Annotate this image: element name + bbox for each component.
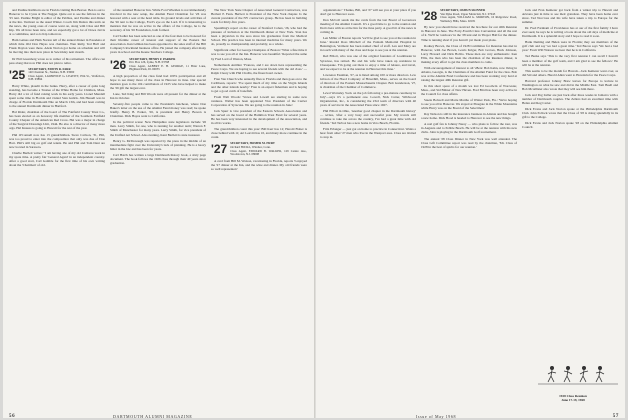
issue-date: Issue of May 1968 xyxy=(416,414,457,419)
news-paragraph: Red Elliott, who was one of the original founders of Loadmaster in Syracuse, has retired. He and his wife have taken up residence in Chesapeake. 'I'm going out there to enjoy a time of leisure, and travel, and we expect to be at the reunion in Hanover this June.' xyxy=(320,54,416,71)
news-paragraph: A real golf fan is Johnny Narey — who plans to follow the tour, was in Augusta and to Pebble Beach. He will be at the reunion with his new clubs. John is playing in the Dartmouth Golf tournament. xyxy=(421,122,517,135)
news-paragraph: Jack and Peg Zeller are just back after three weeks in Jamaica with a number of Dartmouth couples. The Zellers had an excellent time with Helen and Reg Carter. xyxy=(522,92,618,105)
class-year: '27 xyxy=(211,142,228,157)
news-paragraph: Steele Bolwell and Marie Martha of Winter Park, Fla.: 'We're hoping to see you all in Hanover. We stayed at Pinegate in the White Mountains while Harry was on the Board of the Selectmen.' xyxy=(421,98,517,111)
class-section-header xyxy=(421,9,517,23)
news-paragraph: Ted Burke says 'This is the very first reunion I can recall I haven't been a member of the golf team, and I am glad to see the fellows.' He will be at the reunion. xyxy=(522,54,618,67)
class-agent: Class Agent, WILLIAM G. MORTON, 16 Ridgeview Road, Wellesley Hills, Mass. 02181 xyxy=(440,15,517,23)
right-column-1 xyxy=(320,6,416,400)
news-paragraph: Ham Gaines and Ham Norton tell of the annual dinner in Pasadena at which time Old Don Hayes was chairman. Wen Reily, Ted Hull and Frank Dayton were there. Adele Norton got home on schedule and will be moving into their new place in Sewickley next month. xyxy=(9,38,105,55)
news-paragraph: Spaulding's report on the career of Stanford Cohen, '26, who had the pleasure of inclusion at the Dartmouth dinner at New York. Stan has been a physician in the area since his graduation from the Medical School. His practice has been in internal medicine for many years. We do, proudly so championship and probably, as a whole. xyxy=(211,26,307,47)
class-section-header xyxy=(9,68,105,82)
class-agent: Class Agent, LAWRENCE G. LEAVITT, Elm St., Wolfeboro, N.H. 03894 xyxy=(28,73,105,82)
news-paragraph: Harvard professor Johnny Brew leaves for Europe to lecture in Washington on what he saw and did in the Middle East. Tom Buell and Bob McAllister also wrote that they will see him there. xyxy=(522,78,618,91)
news-paragraph: A card from Bill M. Watson, vacationing in Florida, reports 'I enjoyed the '27 dinner at the Inn, and the wine and dinner. My old friends were so well represented.' xyxy=(211,158,307,171)
news-paragraph: Dr. Fred Farnham of Providence has at our of the first family I have ever seen; he says he is writing a book about the old days of medicine at Dartmouth. It is a splendid story and I hope to read it soon. xyxy=(522,26,618,39)
news-paragraph: Lane, Ted King and Bill Woods were all present for the dinner at the Inn in October. xyxy=(110,92,206,101)
news-paragraph: In the political scene: New Hampshire state legislators include '26 men. Larry Smith, for one, who is running for another term; Warren F. Smith of Manchester for many years. Larry Smith, for vice president of the Unified Art School. Also running, Kent Bartlett is state treasurer. xyxy=(110,120,206,137)
news-paragraph: Fritz Erlanger — just got on home to practice in Connecticut. Wants a hear from other '27 men who live in the Westport area. Class are invited to stop in. xyxy=(320,127,416,140)
news-paragraph: Dick Evans and Jack Norton spoke at the Philadelphia Dartmouth Club. John Pollock wrote that the Class of '28 is doing splendidly in its gift to the College. xyxy=(522,106,618,120)
news-paragraph: Lewd Wornsley 'back on the job following a pre-mature ceremony in July'—says it's a permanent one. Lowell, Nick Carter, Wildwood Organization, Inc., is considering the 23rd team of directors with 40 years of service in the Associated Press since 1927. xyxy=(320,90,416,107)
news-paragraph: organizations." Thanks, Bill, and '27 will see you at your place if you don't get to Hanover soon. xyxy=(320,8,416,17)
magazine-spread xyxy=(3,2,625,418)
reunion-caption xyxy=(538,394,608,402)
secretary-address: P.O. Box 126, Lyme, N.H. 03768 xyxy=(129,60,170,65)
secretary-address: 140 Chestnut St., Nashua, N.H. 03060 xyxy=(28,70,75,75)
news-paragraph: Henry G. McDonough was reported by the press in the middle of an intermediate fight over the University's lack of planning. He is a heavy hitter in the law and has been for years. xyxy=(110,138,206,151)
right-column-3 xyxy=(522,6,618,356)
news-paragraph: Ray Nelson is still in the insurance business in Atlanta and has bought a new home. Dick Hood is headed to Hanover to see the new things. xyxy=(421,112,517,121)
news-paragraph: of the renamed Hanover Inn. While Ford Whelden is not immediately involved in the new setup, the Alumni Fund Chairman for '26 was honored with a seat at the head table. Its ground levels and activities of the '26 tent to the College, Ford's eye on the Lord. If it is interesting to mention that he was an active in the affairs of the College, he is the secretary of his '26 Foundation, both formed. xyxy=(110,8,206,33)
news-paragraph: Phil Elliott in Ohio, 'Another good chapter in the Dartmouth history' — writes, 'after a very busy and successful year. My travels still continue to take me across the country, I've had a great time with old friends.' Ted Tarbox has a new home in Vero Beach, Florida. xyxy=(320,109,416,126)
news-paragraph: The annual '28 Class Dinner in New York was well attended. The Class Gift Committee report was read by the chairman, 'Mr. Class of 1928 in the best of spirits for our reunion.' xyxy=(421,136,517,149)
news-paragraph: Dick Evans and Jack Norton spoke '28 on the Philadelphia Alumni Council. xyxy=(522,121,618,130)
class-secretary: SECRETARY, HOMER M. HURT xyxy=(230,142,275,146)
news-paragraph: Phil O'Connell now has 13 grandchildren. Steve Carlson, '31, Phil, was too proud to enter into the composition that only was due of Don Hart. Phil's still big on golf and tennis. He and Phil and Tom Dent are now located in Sarasota. xyxy=(9,132,105,149)
class-secretary: SECRETARY, OSMUN SKINNER xyxy=(440,9,486,12)
news-paragraph: Charlie Bartlett writes: "I am having one of my old Camaros work in my spare time. A pretty fair 'General Agent' in an independent country. After a good start, Carl Gamble for the first time of his own writing about the 'Chairman' of old. xyxy=(9,150,105,167)
news-paragraph: Jack and Fran Kemerer got back from a winter trip to Hawaii and Arizona just in time to see their grandson. They have been home ever since. Ted Norcross and his wife have taken a trip to Europe for the summer. xyxy=(522,8,618,25)
news-paragraph: and Pauline Rathborn are in Florida visiting Ben Beaver. Ben is out to Hanover to be Cyrus at The Nugget. Quite out to see the fellows in the '25 tent. Pauline Bright is editor of the Pebbles, and Pauline and dinner at the Inn. Vermont as the usual Winter. Coach Jim Dutton this term on the news, the young ones of course went on, along with Chas and Bill Kip. We all have been nice, and we especially got a lot of Dowe Jarvis at a committee, and so is Kip tomorrow. xyxy=(9,8,105,37)
news-paragraph: Fran Van Church who annually flies to Florida and then goes on to the Caribbean, reports: 'I've spent much of my time on the Virgin Islands and the other islands nearby.' Fran is an expert fisherman and is hoping to get a good catch of bonefish. xyxy=(211,76,307,93)
right-column-2 xyxy=(421,6,517,400)
news-paragraph: Carl Sadler has been selected as one of the four men to be honored for their lifetime career of interest and support of the Eastern Ski Association. Ken Gilman has been appointed to the sales staff of the Hill Company's Rockland business office. He joined the company after many years in school and the Keene Teachers College. xyxy=(110,34,206,55)
left-column-2 xyxy=(110,6,206,400)
skiers-illustration xyxy=(538,362,618,390)
news-paragraph: Harry White, plaudit in the banks. Harry, after a career of quite long standing, has become a Trustee of the White Home for Children, Mass. Harry did a lot of fund raising work in his early years. Lionel Mandell spent some time in Florida and visited Stan Gulick. Jim Hassell was in charge of Florida Dartmouth Nite on March 13th, and had been coming to the annual Dartmouth dinner in Hartford. xyxy=(9,83,105,109)
news-paragraph: From Walt Woods: 'Stowe and Lowell are starting in some new ventures. Walter has been appointed Vice President of the Carrier Corporation of Syracuse. We are going to the reunion in June.' xyxy=(211,94,307,107)
news-paragraph: A high proportion of the class fund had 100% participation and all hope to see many more of the class in Hanover in June. Our special mention goes to the 104 contributors of 1925 who have helped to make the '26 gift the largest ever. xyxy=(110,73,206,91)
class-section-header xyxy=(110,58,206,72)
news-paragraph: Rodney Brown, the Class of 1928 Committee for Reunion has met in Hanover, with Joe Brown, Lewis Kriger, Bob Groves, Huck Johnson, Larry Howard and Dick Hobbs. These men are very enthusiastic. Ken Ellis, the man who has been the chairman of the Reunion dinner, is making every effort to get the class members to come. xyxy=(421,43,517,64)
class-year: '25 xyxy=(9,67,26,82)
class-agent: Class Agent, EDWARD B. WALKER, 129 Centre Ave., Woodstown, N.J. 08098 xyxy=(230,148,307,157)
news-paragraph: Don McColl sends me the cards from the last Board of Governors meeting of the Alumni Council. It's a good time to go to the reunion and Don's here with us at the Inn for the June party. A good bit of the news is coming in. xyxy=(320,18,416,35)
left-column-3 xyxy=(211,6,307,400)
news-paragraph: Dr Phil Greenberg wrote as to rumor of his retirement. The office can pass along that now Phil does not plan to retire. xyxy=(9,56,105,65)
class-year: '26 xyxy=(110,57,127,72)
news-paragraph: By now you should have received the brochure for our 40th Reunion in Hanover in June. The Forty-Fourth Class Convention and all the rest of it. We'll be 'outdoors' in the '28 tent and in Thayer Hall for the dinner. Time is running short if you haven't yet made your plans. xyxy=(421,25,517,42)
secretary-address: Orchard Hill Rd., Windsor, Conn. xyxy=(230,144,271,149)
reunion-title: 1928 Class Reunion xyxy=(559,394,587,398)
news-paragraph: The New York State Chapter of Associated General Contractors, was Herbert P. Fenn. Herbert is President of the New York chapter. Is the current president of the NY contractors group. He has been in building roads for thirty-five years. xyxy=(211,8,307,25)
news-paragraph: Seventy-five people came to the President's luncheon, where Don Baker's letter on the use of the Alumni Fund money was read; he spoke briefly. Henry B. Parker, '26, is president and Henry Bowen is Chairman. Dick Hayes went to California. xyxy=(110,102,206,119)
news-paragraph: Carl Hatch has written a large Dartmouth history book, a sixty page document. The book follows the 1926 class through their 40 years since graduation. xyxy=(110,152,206,165)
left-column-1 xyxy=(9,6,105,400)
class-secretary: SECRETARY, EDWIN R. FARR xyxy=(28,67,71,71)
secretary-address: Van Dyke Road, Upper Montclair, N.J. 07043 xyxy=(440,11,496,16)
news-paragraph: Netherlands Antilles: 'Frances, and I are down here representing the Peace Corps. We are hoping to see several friends with the old class.' — Ralph Cleary with Phil Chollis, the finest hotel owner. xyxy=(211,62,307,75)
class-agent: Class Agent, ALBERT E. H. GEORGE, 11 Briar Lane, Highland Park, Ill. 60035 xyxy=(129,63,206,72)
news-paragraph: Hank Deming and Helen were in Florida; they are members of the golf club and say 'we had a great time.' Ted Bacon says 'We had a bad year.' From Will Watson we hear that he is in California. xyxy=(522,40,618,53)
news-paragraph: Hal Rider, chairman of the board of The Fairfield County Trust Co., has been elected as an honorary life member of the Southern Fairfield County Chapter of the American Red Cross. Hal was a major in charge of the Surgical Dressings Unit, 1944. He also is a director of many more orgs. Hal Knauss is going to Hawaii for the rest of the year. xyxy=(9,110,105,131)
magazine-title: DARTMOUTH ALUMNI MAGAZINE xyxy=(113,414,193,419)
news-paragraph: In this short space of a month we lost Ed Goodwin of Worcester, Mass., and Sid Bittner of New Haven. Fred Bird has been very active in the Council for class affairs. xyxy=(421,83,517,97)
news-paragraph: With encouragement of interest to all '28ers: Bob Kahn, now living in Atlanta, Georgia, is the Chairman of the Alumni Fund for the class. Bob was at the Alumni Fund Conference and has been working very hard at raising the largest 40th Reunion gift. xyxy=(421,65,517,82)
news-paragraph: Lawrence Eastman, '27, as is listed among 100 or more directors. Lew Gibson of the Hood Company of Haverhill, Mass., serves on the board of directors of the Eastern Massachusetts Chapter. Bob Gunderson, '27, is chairman of the Chamber of Commerce. xyxy=(320,72,416,89)
class-section-header xyxy=(211,142,307,156)
class-year: '28 xyxy=(421,9,438,23)
news-paragraph: This seems to be the month for Hawaii—Jack Kemerer went over, as did Sid and others. Harold Allen went to Honolulu for the Peace Corps. xyxy=(522,68,618,77)
reunion-dates: June 17-19, 1968 xyxy=(561,398,585,403)
news-paragraph: Jack Spurr is vice president of the Eastern Schools Association and has served on the board of the Hamilton Trust Fund for several years. He has been very interested in the development of the Association, and in all its works. xyxy=(211,109,307,126)
news-paragraph: Significant other for George Champion of Boston: 'What a fine time it was to see you all at the Inn. Hanover was beautiful.' Reported the same by Fred Lord of Weston, Mass. xyxy=(211,48,307,61)
left-page xyxy=(3,2,314,418)
right-page xyxy=(316,2,625,418)
news-paragraph: The grandchildren count this year: Bill Kerr has 12; Harold Fisher is close behind with 11; Art Leavitt has 10, and many more continue in the count. xyxy=(211,127,307,140)
class-secretary: SECRETARY, HENRY F. PARKER xyxy=(129,57,176,61)
page-number-right: 57 xyxy=(612,414,619,419)
page-number-left: 56 xyxy=(9,414,16,419)
news-paragraph: Len Miller of Boston reports 'we'll be glad to see you at the reunion in June.' Ronald Ross Mitchell of the Putnam Memorial Hospital in Bennington, Vermont has been named chief of staff. Len and Mary are in touch with many of the class and hope to see you at the reunion. xyxy=(320,36,416,53)
